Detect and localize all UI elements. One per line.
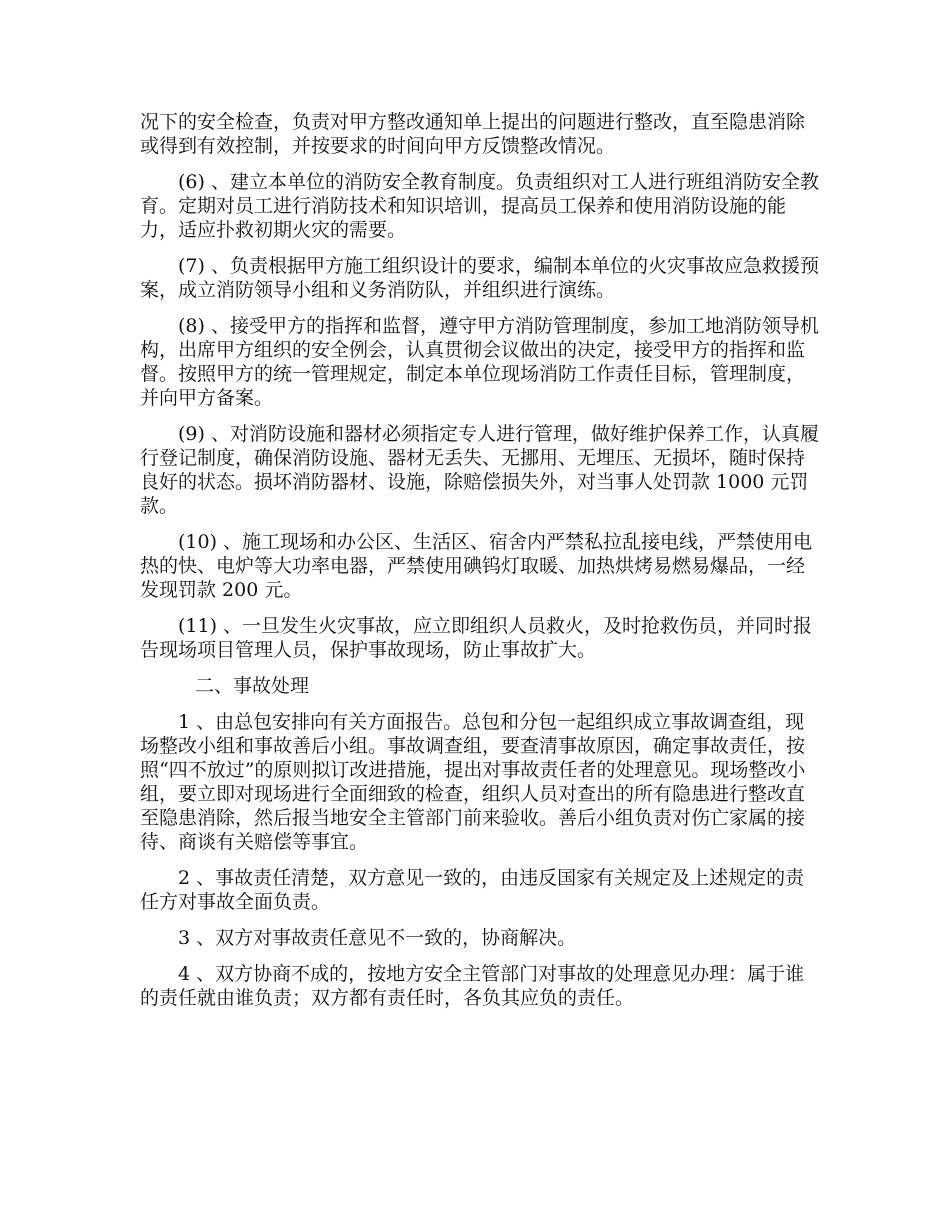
paragraph-item-7: (7) 、负责根据甲方施工组织设计的要求，编制本单位的火灾事故应急救援预案，成立消防领导小组和义务消防队，并组织进行演练。 — [140, 255, 819, 301]
paragraph-clause-3: 3 、双方对事故责任意见不一致的，协商解决。 — [178, 927, 577, 949]
paragraph-clause-1: 1 、由总包安排向有关方面报告。总包和分包一起组织成立事故调查组，现场整改小组和事故善后小组。事故调查组，要查清事故原因，确定事故责任，按照“四不放过”的原则拟订改进措施，提出对事故责任者的处理意见。现场整改小组，要立即对现场进行全面细致的检查，组织人员对查出的所有隐患进行整改直至隐患消除，然后报当地安全主管部门前来验收。善后小组负责对伤亡家属的接待、商谈有关赔偿等事宜。 — [140, 711, 806, 853]
paragraph-item-9: (9) 、对消防设施和器材必须指定专人进行管理，做好维护保养工作，认真履行登记制度，确保消防设施、器材无丢失、无挪用、无埋压、无损坏，随时保持良好的状态。损坏消防器材、设施，除赔偿损失外，对当事人处罚款 1000 元罚款。 — [140, 423, 819, 517]
paragraph-clause-4: 4 、双方协商不成的，按地方安全主管部门对事故的处理意见办理：属于谁的责任就由谁负责；双方都有责任时，各负其应负的责任。 — [140, 963, 805, 1009]
paragraph-item-8: (8) 、接受甲方的指挥和监督，遵守甲方消防管理制度，参加工地消防领导机构，出席甲方组织的安全例会，认真贯彻会议做出的决定，接受甲方的指挥和监督。按照甲方的统一管理规定，制定本单位现场消防工作责任目标，管理制度，并向甲方备案。 — [140, 315, 819, 409]
paragraph-item-6: (6) 、建立本单位的消防安全教育制度。负责组织对工人进行班组消防安全教育。定期对员工进行消防技术和知识培训，提高员工保养和使用消防设施的能力，适应扑救初期火灾的需要。 — [140, 171, 819, 241]
paragraph-item-10: (10) 、施工现场和办公区、生活区、宿舍内严禁私拉乱接电线，严禁使用电热的快、电炉等大功率电器，严禁使用碘钨灯取暖、加热烘烤易燃易爆品，一经发现罚款 200 元。 — [140, 531, 813, 601]
paragraph-continuation: 况下的安全检查，负责对甲方整改通知单上提出的问题进行整改，直至隐患消除或得到有效控制，并按要求的时间向甲方反馈整改情况。 — [140, 111, 806, 157]
paragraph-item-11: (11) 、一旦发生火灾事故，应立即组织人员救火，及时抢救伤员，并同时报告现场项目管理人员，保护事故现场，防止事故扩大。 — [140, 615, 813, 661]
section-heading-accident-handling: 二、事故处理 — [195, 675, 310, 697]
document-page — [140, 110, 820, 1022]
paragraph-clause-2: 2 、事故责任清楚，双方意见一致的，由违反国家有关规定及上述规定的责任方对事故全面负责。 — [140, 867, 805, 913]
